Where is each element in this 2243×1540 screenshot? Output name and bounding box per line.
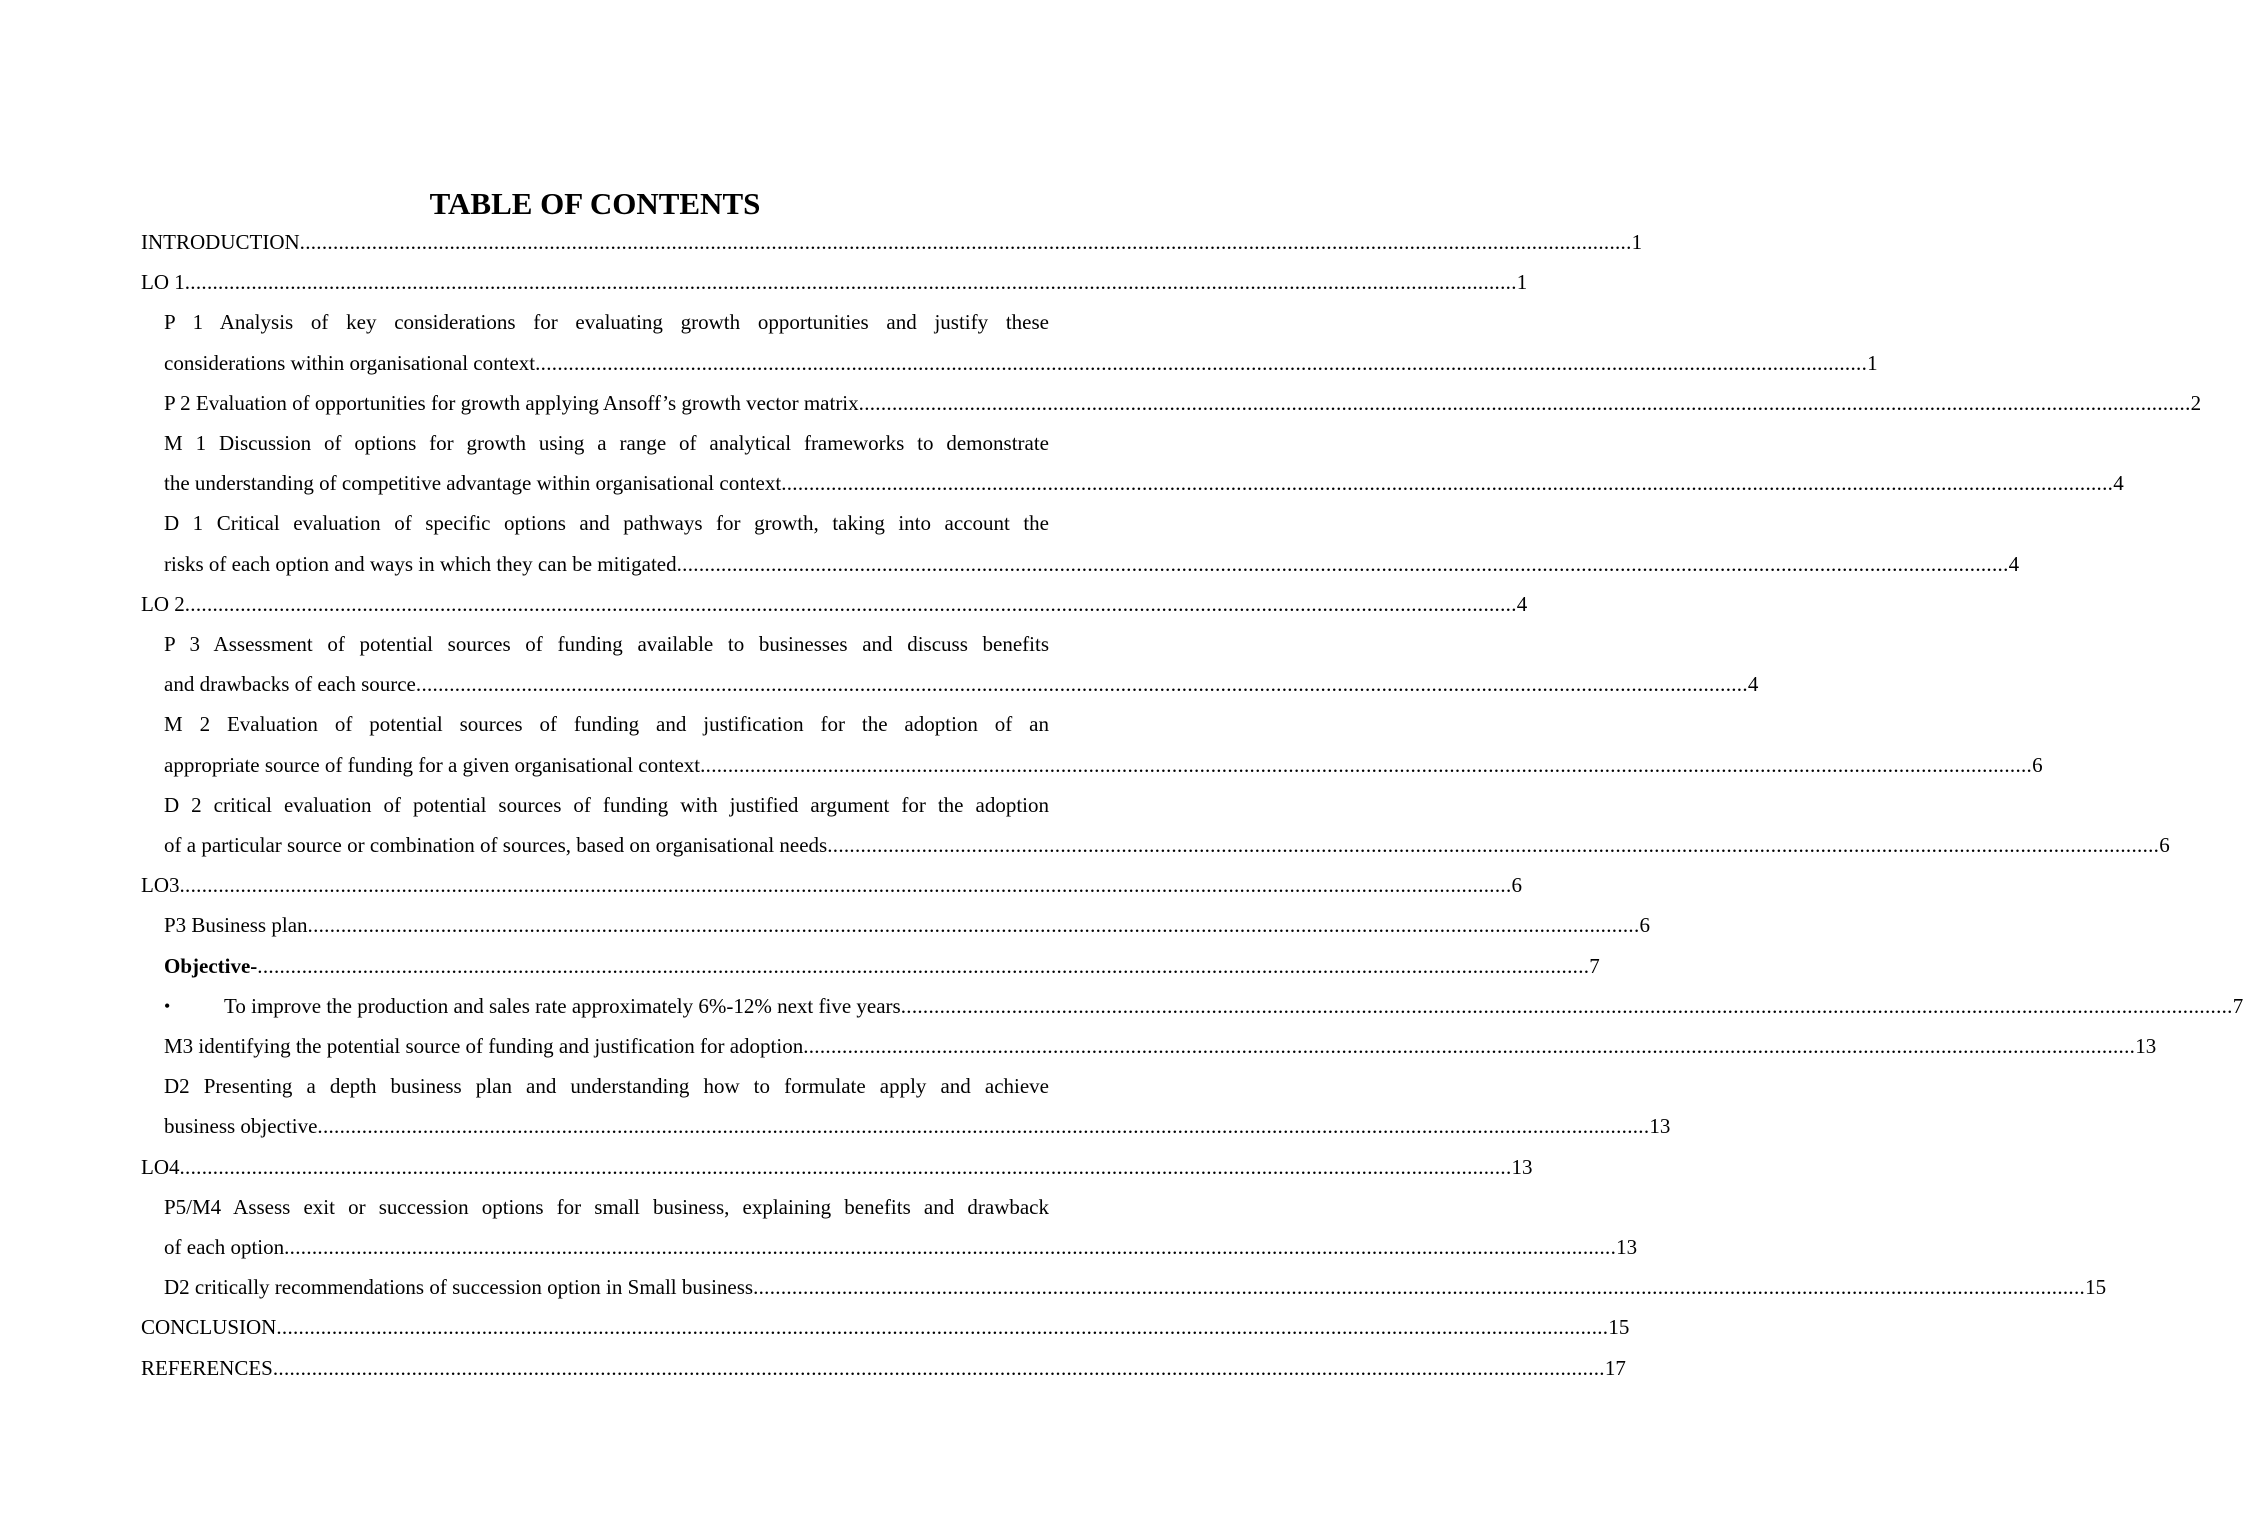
toc-entry-label: of a particular source or combination of sources, based on organisational needs	[164, 833, 828, 858]
dot-leader: ................................................................................................................................................................................................................................................	[257, 953, 1590, 978]
toc-entry-first-line: D 2 critical evaluation of potential sources of funding with justified argument for the adoption	[164, 792, 1049, 817]
toc-entry-label: P 2 Evaluation of opportunities for growth applying Ansoff’s growth vector matrix	[164, 390, 859, 415]
toc-entry-label: LO 1	[141, 270, 185, 295]
toc-page-number: 4	[1747, 672, 1759, 697]
dot-leader: ................................................................................................................................................................................................................................................	[307, 913, 1640, 938]
toc-page-number: 4	[2113, 471, 2124, 496]
toc-entry-p3[interactable]	[164, 624, 1759, 704]
toc-page-number: 4	[2008, 551, 2020, 576]
toc-entry-lo3[interactable]	[141, 865, 1522, 905]
toc-page-number: 1	[1631, 230, 1643, 254]
toc-entry-d2-funding[interactable]	[164, 785, 2170, 865]
toc-page-number: 15	[2085, 1275, 2107, 1300]
toc-entry-label: CONCLUSION	[141, 1315, 277, 1340]
toc-entry-label: P3 Business plan	[164, 913, 308, 938]
dot-leader: ................................................................................................................................................................................................................................................	[179, 873, 1512, 898]
toc-page-number: 4	[1516, 591, 1528, 616]
dot-leader: ................................................................................................................................................................................................................................................	[184, 270, 1517, 295]
toc-entry-label: appropriate source of funding for a given organisational context	[164, 752, 701, 777]
dot-leader: ................................................................................................................................................................................................................................................	[803, 1034, 2136, 1059]
toc-page-number: 13	[1649, 1114, 1671, 1139]
toc-page-number: 13	[2135, 1034, 2157, 1059]
toc-entry-label: M3 identifying the potential source of funding and justification for adoption	[164, 1034, 804, 1059]
toc-entry-references[interactable]	[141, 1348, 1626, 1388]
toc-entry-label: LO3	[141, 873, 180, 898]
toc-entry-label: considerations within organisational context	[164, 350, 536, 375]
toc-page-number: 15	[1608, 1315, 1630, 1340]
toc-entry-objective[interactable]	[164, 946, 1600, 986]
toc-entry-label: and drawbacks of each source	[164, 672, 416, 697]
toc-page-number: 13	[1511, 1154, 1533, 1179]
bullet-icon: •	[164, 995, 171, 1016]
toc-entry-p2[interactable]	[164, 383, 2202, 423]
dot-leader: ................................................................................................................................................................................................................................................	[184, 591, 1517, 616]
toc-entry-p3-business-plan[interactable]	[164, 905, 1651, 945]
toc-entry-first-line: M 1 Discussion of options for growth using a range of analytical frameworks to demonstrate	[164, 431, 1049, 456]
toc-entry-label: business objective	[164, 1114, 318, 1139]
toc-page-number: 1	[1867, 350, 1878, 375]
toc-page-number: 7	[1589, 953, 1600, 978]
toc-entry-m2[interactable]	[164, 704, 2043, 784]
toc-entry-d2-succession[interactable]	[164, 1267, 2107, 1307]
dot-leader: ................................................................................................................................................................................................................................................	[753, 1275, 2086, 1300]
toc-entry-first-line: P 1 Analysis of key considerations for evaluating growth opportunities and justify these	[164, 310, 1049, 335]
toc-entry-first-line: D2 Presenting a depth business plan and understanding how to formulate apply and achieve	[164, 1074, 1049, 1099]
toc-entry-lo4[interactable]	[141, 1147, 1533, 1187]
toc-entry-label: of each option	[164, 1235, 285, 1260]
toc-entry-label: LO 2	[141, 591, 185, 616]
dot-leader: ................................................................................................................................................................................................................................................	[900, 993, 2233, 1018]
dot-leader: ................................................................................................................................................................................................................................................	[827, 833, 2160, 858]
toc-page-number: 2	[2190, 390, 2202, 415]
dot-leader: ................................................................................................................................................................................................................................................	[276, 1315, 1609, 1340]
dot-leader: ................................................................................................................................................................................................................................................	[272, 1355, 1605, 1380]
toc-entry-label: INTRODUCTION	[141, 230, 300, 254]
toc-entry-d1[interactable]	[164, 503, 2020, 583]
dot-leader: ................................................................................................................................................................................................................................................	[535, 350, 1868, 375]
toc-entry-first-line: P5/M4 Assess exit or succession options for small business, explaining benefits and drawback	[164, 1194, 1049, 1219]
dot-leader: ................................................................................................................................................................................................................................................	[858, 390, 2191, 415]
toc-entry-introduction[interactable]	[141, 222, 1643, 262]
toc-entry-p1[interactable]	[164, 302, 1878, 382]
dot-leader: ................................................................................................................................................................................................................................................	[317, 1114, 1650, 1139]
toc-entry-conclusion[interactable]	[141, 1307, 1630, 1347]
dot-leader: ................................................................................................................................................................................................................................................	[415, 672, 1748, 697]
dot-leader: ................................................................................................................................................................................................................................................	[284, 1235, 1617, 1260]
dot-leader: ................................................................................................................................................................................................................................................	[676, 551, 2009, 576]
dot-leader: ................................................................................................................................................................................................................................................	[179, 1154, 1512, 1179]
toc-entry-label: D2 critically recommendations of succession option in Small business	[164, 1275, 754, 1300]
toc-page-number: 6	[1511, 873, 1522, 898]
toc-entry-label: LO4	[141, 1154, 180, 1179]
toc-entry-first-line: D 1 Critical evaluation of specific options and pathways for growth, taking into account the	[164, 511, 1049, 536]
toc-entry-d2-business-plan[interactable]	[164, 1066, 1671, 1146]
toc-entry-objective-bullet[interactable]	[164, 986, 2243, 1026]
dot-leader: ................................................................................................................................................................................................................................................	[299, 230, 1632, 254]
toc-page-number: 1	[1516, 270, 1528, 295]
dot-leader: ................................................................................................................................................................................................................................................	[781, 471, 2114, 496]
toc-page-number: 6	[1639, 913, 1651, 938]
toc-page-number: 6	[2159, 833, 2170, 858]
toc-entry-first-line: P 3 Assessment of potential sources of funding available to businesses and discuss benefits	[164, 632, 1049, 657]
toc-page-number: 17	[1604, 1355, 1626, 1380]
toc-entry-label: the understanding of competitive advantage within organisational context	[164, 471, 782, 496]
toc-entry-label: risks of each option and ways in which they can be mitigated	[164, 551, 677, 576]
toc-page-number: 13	[1616, 1235, 1638, 1260]
toc-entry-p5-m4[interactable]	[164, 1187, 1638, 1267]
toc-entry-label: REFERENCES	[141, 1355, 273, 1380]
toc-entry-m1[interactable]	[164, 423, 2124, 503]
table-of-contents	[141, 222, 2243, 1388]
toc-entry-label: Objective-	[164, 953, 258, 978]
toc-entry-m3[interactable]	[164, 1026, 2157, 1066]
page-title: TABLE OF CONTENTS	[429, 186, 761, 221]
toc-page-number: 7	[2232, 993, 2243, 1018]
toc-page-number: 6	[2032, 752, 2043, 777]
dot-leader: ................................................................................................................................................................................................................................................	[700, 752, 2033, 777]
toc-entry-lo1[interactable]	[141, 262, 1528, 302]
toc-entry-lo2[interactable]	[141, 584, 1528, 624]
toc-entry-label: To improve the production and sales rate approximately 6%-12% next five years	[224, 993, 901, 1018]
toc-entry-first-line: M 2 Evaluation of potential sources of funding and justification for the adoption of an	[164, 712, 1049, 737]
